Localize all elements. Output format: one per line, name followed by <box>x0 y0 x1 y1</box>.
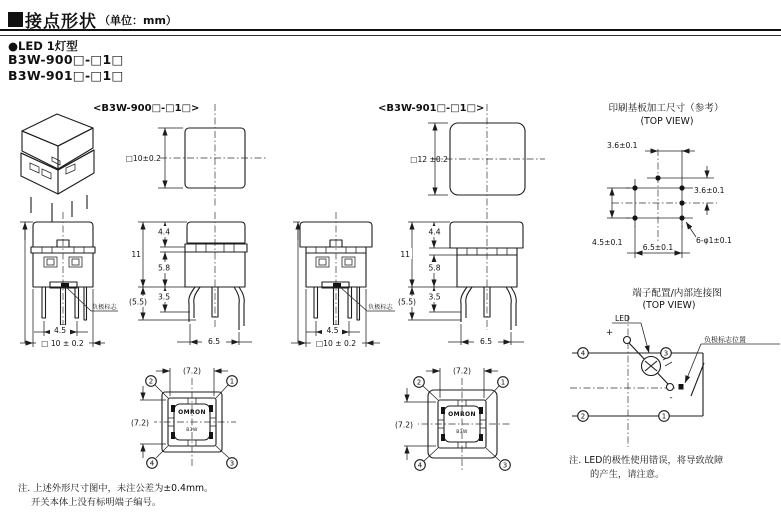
dim-bend-height-900: 3.5 <box>157 292 171 302</box>
dim-bottom-width-900: (7.2) <box>182 366 202 376</box>
dim-cap-size-900: □10±0.2 <box>125 154 161 163</box>
terminal-number-4: 4 <box>149 459 155 468</box>
dim-pin-pitch-901: 4.5 <box>326 326 339 335</box>
dim-body-height-901: 5.8 <box>428 263 441 273</box>
footnotes <box>18 482 213 508</box>
front-view-900 <box>20 212 118 348</box>
led-plus-sign: + <box>606 328 614 338</box>
pcb-holes-callout: 6-φ1±0.1 <box>696 236 732 245</box>
terminal-title: 端子配置/内部连接图 <box>632 288 722 299</box>
dim-pin-length-901: (5.5) <box>397 297 417 307</box>
terminal-view-label: (TOP VIEW) <box>642 300 696 311</box>
terminal-number-2: 2 <box>416 378 422 387</box>
omron-logo: OMRON <box>178 409 206 416</box>
pcb-dim-top: 3.6±0.1 <box>607 141 638 150</box>
side-view-901 <box>394 212 524 346</box>
led-type-label: ●LED 1灯型 <box>8 39 78 53</box>
page-title-text: 接点形状 <box>25 12 97 32</box>
side-view-900 <box>125 212 252 346</box>
bottom-view-900 <box>127 365 237 468</box>
bottom-view-901 <box>391 365 512 470</box>
dim-body-height-900: 5.8 <box>157 263 171 273</box>
pcb-dim-left: 4.5±0.1 <box>592 238 623 247</box>
dim-bottom-width-901: (7.2) <box>452 366 472 376</box>
dim-body-width-901: □10 ± 0.2 <box>315 339 357 348</box>
model-number-901: B3W-901□-□1□ <box>8 68 124 83</box>
pcb-pattern <box>592 102 732 258</box>
negative-mark-label-901: 负极标志 <box>368 304 393 311</box>
drawing-label-900: <B3W-900□-□1□> <box>93 103 200 114</box>
terminal-number-1: 1 <box>661 412 667 421</box>
terminal-number-2: 2 <box>148 377 154 386</box>
dim-cap-height-901: 4.4 <box>428 227 441 237</box>
page-title-unit: （单位：mm） <box>99 13 177 27</box>
terminal-number-1: 1 <box>229 377 235 386</box>
terminal-number-3: 3 <box>502 461 508 470</box>
model-mark: B3W <box>186 428 198 433</box>
footnote-line2: 开关本体上没有标明端子编号。 <box>31 497 162 508</box>
front-view-901 <box>291 212 395 348</box>
model-number-900: B3W-900□-□1□ <box>8 52 124 67</box>
dim-body-width-900: □ 10 ± 0.2 <box>41 339 84 348</box>
terminal-number-3: 3 <box>663 349 669 358</box>
pcb-dim-right: 3.6±0.1 <box>694 186 725 195</box>
terminal-connection-diagram <box>569 287 780 480</box>
dim-bottom-height-900: (7.2) <box>130 418 150 428</box>
drawing-label-901: <B3W-901□-□1□> <box>378 103 485 114</box>
terminal-number-4: 4 <box>417 461 423 470</box>
dim-total-height-901: 11 <box>400 250 410 259</box>
dim-bottom-height-901: (7.2) <box>394 420 414 430</box>
dim-pin-span-900: 6.5 <box>207 337 221 346</box>
top-view-901 <box>410 104 545 212</box>
pcb-view-label: (TOP VIEW) <box>640 116 694 127</box>
top-view-900 <box>126 104 268 207</box>
terminal-number-1: 1 <box>500 378 506 387</box>
dim-pin-pitch-900: 4.5 <box>53 326 67 335</box>
terminal-number-2: 2 <box>580 412 586 421</box>
negative-mark-position-label: 负极标志位置 <box>704 336 746 344</box>
led-note-line1: 注. LED的极性使用错误，将导致故障 <box>569 455 724 466</box>
footnote-line1: 注. 上述外形尺寸图中，未注公差为±0.4mm。 <box>18 483 214 494</box>
terminal-number-3: 3 <box>229 459 235 468</box>
dim-pin-length-900: (5.5) <box>128 297 148 307</box>
isometric-view-900 <box>21 114 94 222</box>
led-minus-sign: - <box>669 393 673 403</box>
pcb-title: 印刷基板加工尺寸（参考） <box>608 103 724 114</box>
led-label: LED <box>615 314 630 323</box>
terminal-number-4: 4 <box>580 349 586 358</box>
dim-cap-height-900: 4.4 <box>157 227 171 237</box>
dim-cap-size-901: □12 ±0.2 <box>410 155 448 164</box>
dim-bend-height-901: 3.5 <box>428 292 441 302</box>
negative-mark-label-900: 负极标志 <box>92 304 117 311</box>
led-note-line2: 的产生，请注意。 <box>590 469 665 480</box>
dim-pin-span-901: 6.5 <box>479 337 493 346</box>
dim-total-height-900: 11 <box>131 250 141 259</box>
omron-logo: OMRON <box>448 411 476 418</box>
pcb-dim-bottom: 6.5±0.1 <box>642 243 674 252</box>
model-mark: B3W <box>456 430 468 435</box>
